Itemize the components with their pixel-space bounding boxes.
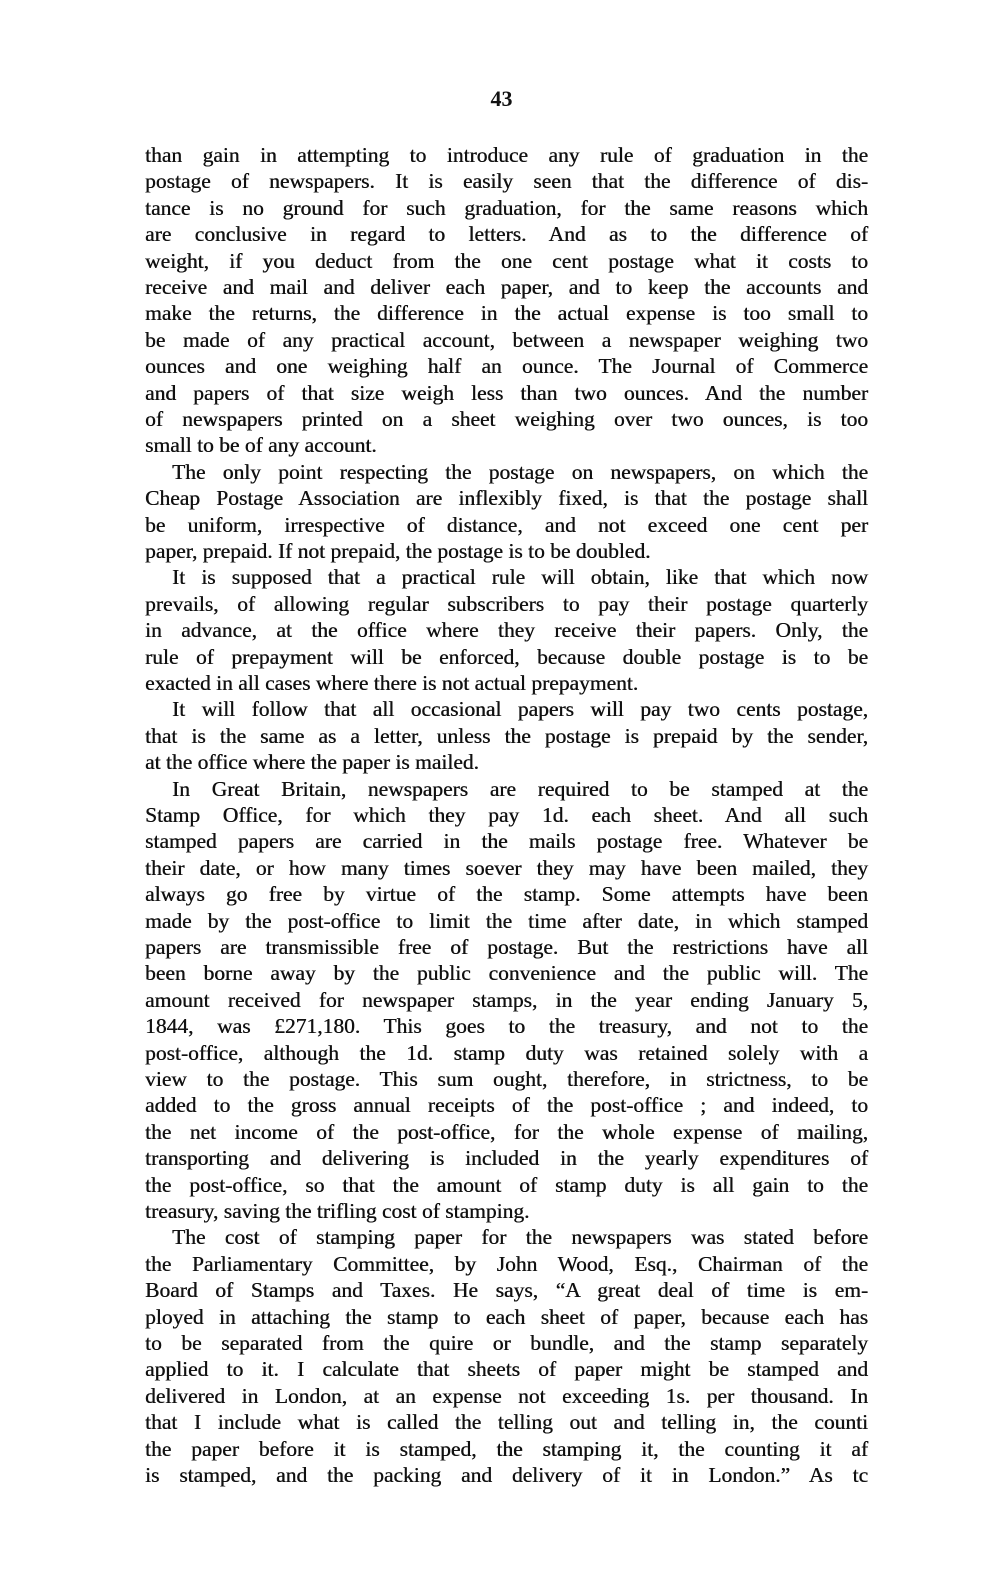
text-line: The cost of stamping paper for the newspapers was stated before: [172, 1225, 868, 1250]
text-line: weight, if you deduct from the one cent postage what it costs to: [145, 248, 868, 273]
text-line: tance is no ground for such graduation, for the same reasons which: [145, 195, 868, 220]
text-line: the post-office, so that the amount of stamp duty is all gain to the: [145, 1172, 868, 1197]
text-line: that is the same as a letter, unless the postage is prepaid by the sender,: [145, 723, 868, 748]
text-line: receive and mail and deliver each paper, and to keep the accounts and: [145, 275, 868, 299]
text-line: the paper before it is stamped, the stamping it, the counting it af: [145, 1436, 868, 1461]
text-line: Stamp Office, for which they pay 1d. each sheet. And all such: [145, 803, 868, 827]
text-line: small to be of any account.: [145, 433, 377, 458]
text-line: view to the postage. This sum ought, therefore, in strictness, to be: [145, 1067, 868, 1091]
text-line: amount received for newspaper stamps, in the year ending January 5,: [145, 987, 868, 1012]
text-line: It will follow that all occasional papers will pay two cents postage,: [172, 697, 868, 722]
text-line: is stamped, and the packing and delivery of it in London.” As tc: [145, 1463, 868, 1487]
text-line: of newspapers printed on a sheet weighing over two ounces, is too: [145, 407, 868, 431]
text-line: their date, or how many times soever they may have been mailed, they: [145, 855, 868, 880]
text-line: Board of Stamps and Taxes. He says, “A great deal of time is em-: [145, 1278, 868, 1303]
page-number: 43: [490, 86, 513, 111]
text-line: paper, prepaid. If not prepaid, the postage is to be doubled.: [145, 539, 651, 563]
text-line: made by the post-office to limit the time after date, in which stamped: [145, 908, 868, 933]
text-line: make the returns, the difference in the actual expense is too small to: [145, 301, 868, 326]
text-line: transporting and delivering is included in the yearly expenditures of: [145, 1146, 868, 1171]
text-line: been borne away by the public convenience and the public will. The: [145, 961, 868, 986]
text-line: always go free by virtue of the stamp. Some attempts have been: [145, 882, 868, 907]
text-line: exacted in all cases where there is not actual prepayment.: [145, 671, 639, 695]
text-line: to be separated from the quire or bundle, and the stamp separately: [145, 1331, 868, 1355]
text-line: in advance, at the office where they receive their papers. Only, the: [145, 618, 868, 643]
text-line: Cheap Postage Association are inflexibly fixed, is that the postage shall: [145, 486, 868, 511]
text-line: prevails, of allowing regular subscribers to pay their postage quarterly: [145, 591, 868, 616]
text-line: the Parliamentary Committee, by John Wood, Esq., Chairman of the: [145, 1251, 868, 1276]
text-line: stamped papers are carried in the mails postage free. Whatever be: [145, 829, 868, 854]
text-line: papers are transmissible free of postage. But the restrictions have all: [145, 935, 868, 959]
text-line: ounces and one weighing half an ounce. The Journal of Commerce: [145, 354, 868, 379]
text-line: delivered in London, at an expense not exceeding 1s. per thousand. In: [145, 1383, 868, 1408]
text-line: that I include what is called the telling out and telling in, the counti: [145, 1410, 868, 1435]
text-line: the net income of the post-office, for the whole expense of mailing,: [145, 1119, 868, 1144]
text-line: The only point respecting the postage on newspapers, on which the: [172, 459, 868, 484]
text-line: applied to it. I calculate that sheets of paper might be stamped and: [145, 1357, 868, 1382]
text-line: postage of newspapers. It is easily seen that the difference of dis-: [145, 169, 868, 194]
text-line: ployed in attaching the stamp to each sheet of paper, because each has: [145, 1304, 868, 1329]
text-line: are conclusive in regard to letters. And as to the difference of: [145, 222, 868, 247]
text-line: added to the gross annual receipts of the post-office ; and indeed, to: [145, 1093, 868, 1118]
text-line: In Great Britain, newspapers are required to be stamped at the: [172, 776, 868, 801]
text-line: rule of prepayment will be enforced, because double postage is to be: [145, 644, 868, 669]
text-line: than gain in attempting to introduce any rule of graduation in the: [145, 143, 868, 167]
text-line: be uniform, irrespective of distance, and not exceed one cent per: [145, 512, 868, 537]
text-line: be made of any practical account, between a newspaper weighing two: [145, 327, 868, 352]
text-line: It is supposed that a practical rule will obtain, like that which now: [172, 565, 868, 590]
text-line: treasury, saving the trifling cost of stamping.: [145, 1199, 530, 1223]
text-line: post-office, although the 1d. stamp duty was retained solely with a: [145, 1040, 868, 1065]
text-line: at the office where the paper is mailed.: [145, 750, 479, 775]
text-line: 1844, was £271,180. This goes to the treasury, and not to the: [145, 1014, 868, 1039]
text-line: and papers of that size weigh less than two ounces. And the number: [145, 380, 868, 405]
